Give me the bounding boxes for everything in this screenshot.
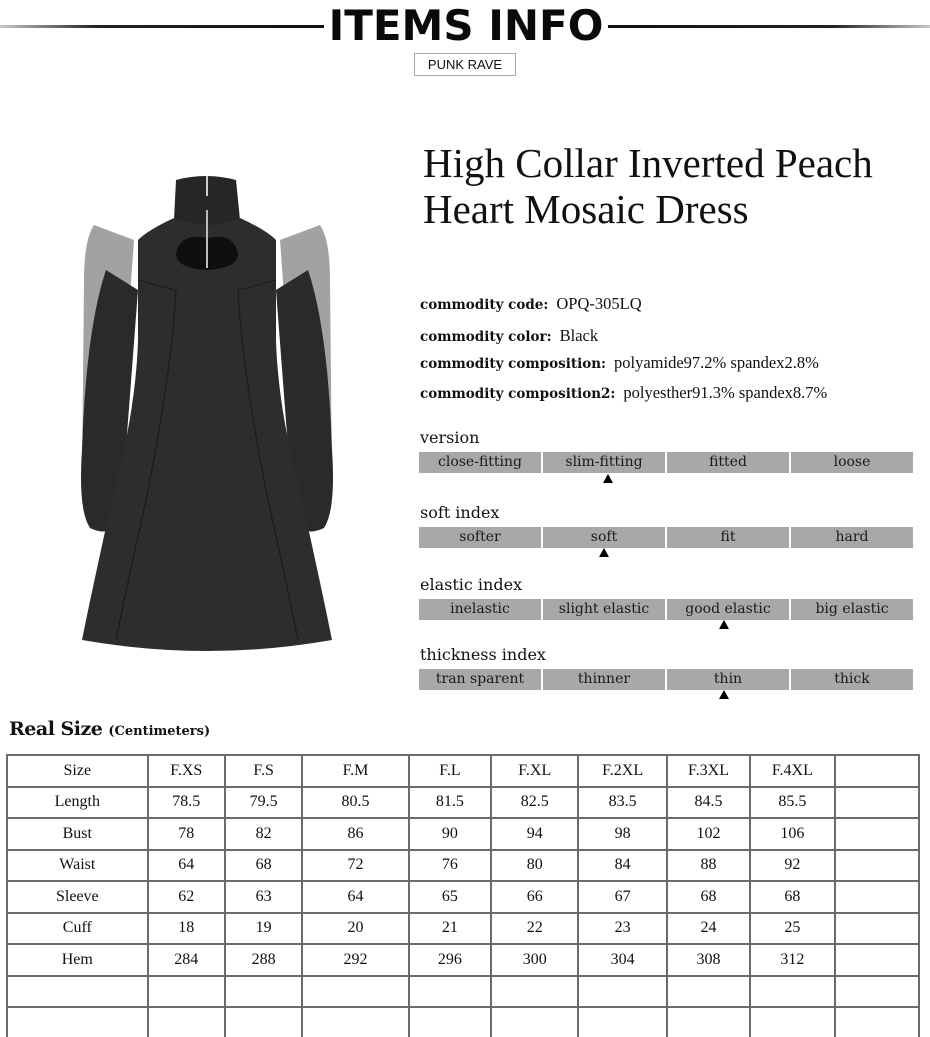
size-table-cell: 296	[409, 944, 491, 976]
size-table-cell: 102	[667, 818, 750, 850]
size-table-cell	[835, 944, 919, 976]
size-table-cell	[302, 1007, 408, 1037]
size-table-cell: 85.5	[750, 787, 834, 819]
size-table-cell	[835, 818, 919, 850]
size-table-cell: 98	[578, 818, 666, 850]
size-table-row-label: Length	[7, 787, 148, 819]
thickness-index-title: thickness index	[420, 645, 546, 664]
soft-option: fit	[667, 527, 789, 548]
size-table-cell: 78.5	[148, 787, 225, 819]
size-table-cell: F.XL	[491, 755, 578, 787]
size-table-cell	[491, 1007, 578, 1037]
size-table-row-label: Hem	[7, 944, 148, 976]
size-table-cell: 23	[578, 913, 666, 945]
size-table-cell: 62	[148, 881, 225, 913]
size-table-cell: F.S	[225, 755, 302, 787]
size-table-cell: 64	[302, 881, 408, 913]
size-table-row-label: Sleeve	[7, 881, 148, 913]
version-scale	[419, 452, 913, 473]
soft-option: soft	[543, 527, 665, 548]
product-title-line2: Heart Mosaic Dress	[423, 186, 749, 232]
size-table-row	[7, 818, 919, 850]
size-table-cell: 68	[750, 881, 834, 913]
size-table-cell: 25	[750, 913, 834, 945]
size-table-row	[7, 1007, 919, 1037]
size-table-cell: 300	[491, 944, 578, 976]
size-table-cell	[667, 976, 750, 1008]
size-table-cell	[491, 976, 578, 1008]
size-table-cell: 68	[667, 881, 750, 913]
thickness-option: thinner	[543, 669, 665, 690]
size-table-cell: 67	[578, 881, 666, 913]
size-table-cell: 72	[302, 850, 408, 882]
size-table-cell	[835, 881, 919, 913]
size-table-cell: 82.5	[491, 787, 578, 819]
version-option: close-fitting	[419, 452, 541, 473]
size-table-cell: 86	[302, 818, 408, 850]
version-title: version	[420, 428, 480, 447]
elastic-option: inelastic	[419, 599, 541, 620]
size-table-cell: 308	[667, 944, 750, 976]
spec-value: OPQ-305LQ	[556, 294, 642, 313]
spec-label: commodity color:	[420, 329, 552, 345]
size-table-cell	[409, 976, 491, 1008]
size-table-cell	[667, 1007, 750, 1037]
size-table-cell	[225, 1007, 302, 1037]
size-table-cell: 80.5	[302, 787, 408, 819]
size-table-header-row	[7, 755, 919, 787]
size-table-cell: 80	[491, 850, 578, 882]
size-table-cell	[835, 787, 919, 819]
elastic-marker-icon	[719, 620, 729, 629]
size-table-cell: 94	[491, 818, 578, 850]
thickness-index-scale	[419, 669, 913, 690]
size-table-cell: 63	[225, 881, 302, 913]
size-table-cell	[835, 913, 919, 945]
thickness-option: thin	[667, 669, 789, 690]
size-table-cell	[578, 1007, 666, 1037]
size-table-cell: 22	[491, 913, 578, 945]
size-table-cell	[750, 1007, 834, 1037]
spec-color	[420, 326, 598, 346]
size-table-cell	[578, 976, 666, 1008]
size-table-row-label	[7, 1007, 148, 1037]
spec-value: polyesther91.3% spandex8.7%	[623, 383, 828, 402]
size-table-row	[7, 850, 919, 882]
size-table-cell: 66	[491, 881, 578, 913]
size-table-row	[7, 881, 919, 913]
header-rule-right	[608, 25, 930, 28]
soft-index-scale	[419, 527, 913, 548]
size-table-cell	[409, 1007, 491, 1037]
size-table-cell	[835, 976, 919, 1008]
size-table-row	[7, 913, 919, 945]
size-table-cell: 84.5	[667, 787, 750, 819]
elastic-index-scale	[419, 599, 913, 620]
size-table-row	[7, 976, 919, 1008]
size-table-cell: 79.5	[225, 787, 302, 819]
size-table-cell: 24	[667, 913, 750, 945]
size-table-row	[7, 787, 919, 819]
size-table-cell: F.XS	[148, 755, 225, 787]
soft-option: softer	[419, 527, 541, 548]
thickness-marker-icon	[719, 690, 729, 699]
size-table-cell: 81.5	[409, 787, 491, 819]
thickness-option: thick	[791, 669, 913, 690]
soft-marker-icon	[599, 548, 609, 557]
size-table-cell: F.4XL	[750, 755, 834, 787]
header-rule-left	[0, 25, 324, 28]
size-table-cell: F.3XL	[667, 755, 750, 787]
elastic-index-title: elastic index	[420, 575, 523, 594]
product-title	[423, 140, 923, 232]
size-table-row-label: Bust	[7, 818, 148, 850]
real-size-title	[9, 718, 210, 740]
spec-label: commodity composition2:	[420, 386, 616, 402]
size-table-cell: 64	[148, 850, 225, 882]
size-table-cell: 84	[578, 850, 666, 882]
size-table-cell: 78	[148, 818, 225, 850]
spec-value: Black	[559, 326, 599, 345]
size-table-cell: F.2XL	[578, 755, 666, 787]
elastic-option: big elastic	[791, 599, 913, 620]
size-table-cell: 288	[225, 944, 302, 976]
size-table-cell: 92	[750, 850, 834, 882]
version-marker-icon	[603, 474, 613, 483]
size-table-cell: F.M	[302, 755, 408, 787]
brand-badge: PUNK RAVE	[414, 53, 516, 76]
size-table-cell: 90	[409, 818, 491, 850]
spec-label: commodity code:	[420, 297, 549, 313]
size-table-cell: 20	[302, 913, 408, 945]
size-table-row-label	[7, 976, 148, 1008]
size-table	[6, 754, 920, 1037]
size-table-cell	[225, 976, 302, 1008]
real-size-unit: (Centimeters)	[108, 724, 211, 739]
size-table-cell	[835, 850, 919, 882]
soft-option: hard	[791, 527, 913, 548]
real-size-heading: Real Size	[9, 718, 103, 740]
spec-label: commodity composition:	[420, 356, 606, 372]
spec-value: polyamide97.2% spandex2.8%	[614, 353, 819, 372]
version-option: slim-fitting	[543, 452, 665, 473]
product-title-line1: High Collar Inverted Peach	[423, 140, 873, 186]
size-table-cell: 19	[225, 913, 302, 945]
section-title: ITEMS INFO	[328, 1, 604, 50]
size-table-cell: 82	[225, 818, 302, 850]
size-table-cell: F.L	[409, 755, 491, 787]
elastic-option: good elastic	[667, 599, 789, 620]
version-option: loose	[791, 452, 913, 473]
size-table-cell: 21	[409, 913, 491, 945]
size-table-cell: 18	[148, 913, 225, 945]
version-option: fitted	[667, 452, 789, 473]
size-table-cell: 88	[667, 850, 750, 882]
elastic-option: slight elastic	[543, 599, 665, 620]
size-table-row-label: Cuff	[7, 913, 148, 945]
size-table-row	[7, 944, 919, 976]
thickness-option: tran sparent	[419, 669, 541, 690]
soft-index-title: soft index	[420, 503, 500, 522]
size-table-cell: 68	[225, 850, 302, 882]
size-table-cell	[835, 1007, 919, 1037]
spec-code	[420, 294, 642, 314]
size-table-cell: 284	[148, 944, 225, 976]
size-table-cell: 304	[578, 944, 666, 976]
size-table-cell	[750, 976, 834, 1008]
size-table-row-label: Size	[7, 755, 148, 787]
size-table-cell	[302, 976, 408, 1008]
spec-composition2	[420, 383, 827, 403]
spec-composition	[420, 353, 819, 373]
size-table-cell	[148, 976, 225, 1008]
size-table-cell: 76	[409, 850, 491, 882]
size-table-cell: 292	[302, 944, 408, 976]
size-table-cell	[148, 1007, 225, 1037]
size-table-cell: 83.5	[578, 787, 666, 819]
size-table-cell: 312	[750, 944, 834, 976]
size-table-cell	[835, 755, 919, 787]
product-image	[76, 170, 338, 660]
size-table-cell: 106	[750, 818, 834, 850]
size-table-row-label: Waist	[7, 850, 148, 882]
size-table-cell: 65	[409, 881, 491, 913]
